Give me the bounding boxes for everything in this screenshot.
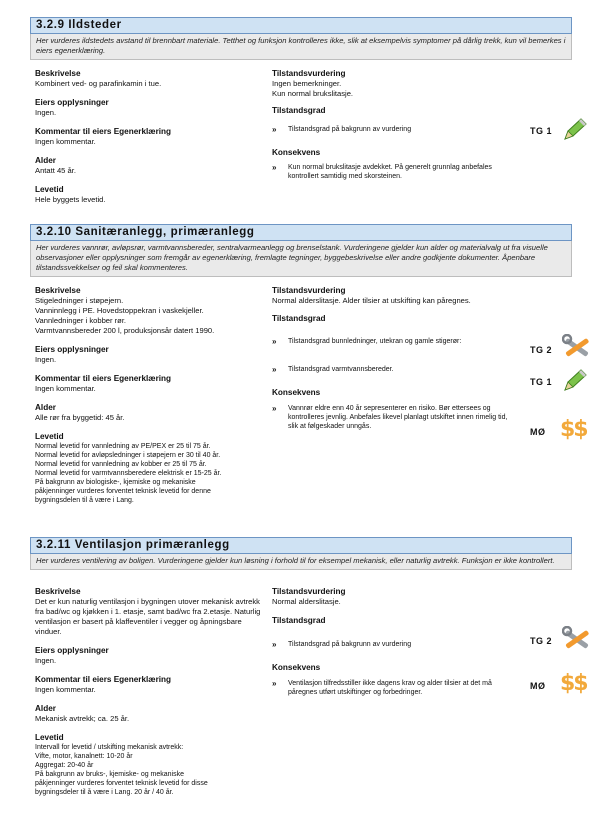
kons-label: Konsekvens [272, 663, 321, 672]
tilstand-label: Tilstandsvurdering [272, 286, 346, 295]
section-title: 3.2.11 Ventilasjon primæranlegg [30, 537, 572, 554]
levetid-label: Levetid [35, 432, 64, 441]
section-title: 3.2.10 Sanitæranlegg, primæranlegg [30, 224, 572, 241]
levetid-line: Normal levetid for vannledning av PE/PEX er 25 til 75 år. [35, 443, 211, 450]
beskrivelse-line: Vannledninger i kobber rør. [35, 316, 127, 325]
eiers-label: Eiers opplysninger [35, 646, 109, 655]
bullet-marker: » [272, 679, 277, 688]
left-column [35, 69, 267, 214]
kons-label: Konsekvens [272, 148, 321, 157]
grad-text: Tilstandsgrad på bakgrunn av vurdering [288, 641, 412, 648]
bullet-marker: » [272, 337, 277, 346]
levetid-line: Normal levetid for varmtvannsberedere elektrisk er 15-25 år. [35, 470, 222, 477]
levetid-line: Aggregat: 20-40 år [35, 762, 94, 769]
levetid-line: bygningsdeler til å være i Lang. 20 år / 40 år. [35, 789, 174, 796]
beskrivelse-label: Beskrivelse [35, 286, 81, 295]
eiers-text: Ingen. [35, 656, 57, 665]
tg-badge: TG 2 [530, 345, 553, 355]
bullet-marker: » [272, 365, 277, 374]
kons-item [272, 163, 512, 181]
pencil-icon [562, 117, 588, 146]
levetid-line: Normal levetid for vannledning av kobber er 25 til 75 år. [35, 461, 207, 468]
grad-label: Tilstandsgrad [272, 314, 326, 323]
eiers-text: Ingen. [35, 355, 57, 364]
section-ventilasjon [30, 537, 572, 570]
grad-item [272, 337, 522, 346]
tg-badge: MØ [530, 427, 546, 437]
right-column [272, 69, 522, 181]
tilstand-line-2: Kun normal brukslitasje. [272, 89, 354, 98]
tools-icon [562, 334, 592, 365]
alder-label: Alder [35, 403, 56, 412]
tg-badge: TG 1 [530, 377, 553, 387]
kommentar-label: Kommentar til eiers Egenerklæring [35, 127, 172, 136]
bullet-marker: » [272, 640, 277, 649]
bullet-marker: » [272, 163, 277, 172]
levetid-line: På bakgrunn av biologiske-, kjemiske og mekaniske [35, 479, 196, 486]
grad-text: Tilstandsgrad varmtvannsbereder. [288, 366, 394, 373]
alder-text: Antatt 45 år. [35, 166, 76, 175]
grad-text: Tilstandsgrad på bakgrunn av vurdering [288, 126, 412, 133]
eiers-label: Eiers opplysninger [35, 98, 109, 107]
eiers-label: Eiers opplysninger [35, 345, 109, 354]
section-ildsteder [30, 17, 572, 60]
grad-item [272, 365, 522, 374]
pencil-icon [562, 368, 588, 397]
levetid-line: bygningsdelen til å være i Lang. [35, 497, 134, 504]
kons-text: Vannrør eldre enn 40 år sepresenterer en risiko. Bør ettersees og kontrolleres jevnlig. Anbefales likevel planlagt utskiftet innen rimelig tid, slik at følgeskader unngås. [288, 405, 508, 430]
section-intro: Her vurderes ventilering av boligen. Vurderingene gjelder kun løsning i forhold til for eksempel mekanisk, eller naturlig avtrekk. Funksjon er ikke kontrollert. [30, 554, 572, 570]
grad-item [272, 640, 522, 649]
bullet-marker: » [272, 125, 277, 134]
money-icon: $$ [560, 417, 587, 442]
kommentar-text: Ingen kommentar. [35, 137, 96, 146]
kons-item [272, 404, 512, 431]
levetid-label: Levetid [35, 733, 64, 742]
tilstand-label: Tilstandsvurdering [272, 587, 346, 596]
levetid-line: Vifte, motor, kanalnett: 10-20 år [35, 753, 133, 760]
beskrivelse-line: Varmtvannsbereder 200 l, produksjonsår datert 1990. [35, 326, 215, 335]
levetid-line: påkjenninger vurderes forventet teknisk levetid for disse [35, 780, 208, 787]
tg-badge: TG 2 [530, 636, 553, 646]
eiers-text: Ingen. [35, 108, 57, 117]
alder-label: Alder [35, 156, 56, 165]
beskrivelse-label: Beskrivelse [35, 587, 81, 596]
tilstand-text: Normal alderslitasje. [272, 597, 341, 606]
tilstand-line-1: Ingen bemerkninger. [272, 79, 342, 88]
kons-item [272, 679, 512, 697]
grad-text: Tilstandsgrad bunnledninger, utekran og gamle stigerør: [288, 338, 462, 345]
tilstand-text: Normal alderslitasje. Alder tilsier at utskifting kan påregnes. [272, 296, 471, 305]
tilstand-label: Tilstandsvurdering [272, 69, 346, 78]
left-column [35, 286, 267, 514]
kons-label: Konsekvens [272, 388, 321, 397]
levetid-line: påkjenninger vurderes forventet teknisk levetid for denne [35, 488, 211, 495]
kons-text: Ventilasjon tilfredsstiller ikke dagens krav og alder tilsier at det må påregnes utført utskiftinger og forbedringer. [288, 680, 492, 696]
tools-icon [562, 626, 592, 657]
alder-text: Mekanisk avtrekk; ca. 25 år. [35, 714, 130, 723]
kommentar-text: Ingen kommentar. [35, 384, 96, 393]
levetid-label: Levetid [35, 185, 64, 194]
beskrivelse-label: Beskrivelse [35, 69, 81, 78]
beskrivelse-line: Stigeledninger i støpejern. [35, 296, 124, 305]
grad-item [272, 125, 522, 134]
section-intro: Her vurderes ildstedets avstand til brennbart materiale. Tetthet og funksjon kontrolleres ikke, slik at eksempelvis symptomer på dårlig trekk, kun vil bemerkes i eiers egenerklæring. [30, 34, 572, 60]
bullet-marker: » [272, 404, 277, 413]
section-sanitaer [30, 224, 572, 277]
right-column [272, 587, 522, 697]
tg-badge: MØ [530, 681, 546, 691]
alder-label: Alder [35, 704, 56, 713]
money-icon: $$ [560, 671, 587, 696]
levetid-line: Intervall for levetid / utskifting mekanisk avtrekk: [35, 744, 184, 751]
section-intro: Her vurderes vannrør, avløpsrør, varmtvannsbereder, sentralvarmeanlegg og brenselstank. Vurderingene gjelder kun alder og materialvalg ut fra visuelle observasjoner eller opplysninger som fremgår av egenerklæring, fremlagte tegninger, byggebeskrivelse eller andre godkjente dokumenter. Åpenbare tilstandssvekkelser og feil skal kommenteres. [30, 241, 572, 277]
grad-label: Tilstandsgrad [272, 106, 326, 115]
alder-text: Alle rør fra byggetid: 45 år. [35, 413, 125, 422]
beskrivelse-text: Kombinert ved- og parafinkamin i tue. [35, 79, 162, 88]
levetid-line: Normal levetid for avløpsledninger i støpejern er 30 til 40 år. [35, 452, 221, 459]
beskrivelse-text: Det er kun naturlig ventilasjon i bygningen utover mekanisk avtrekk fra bad/wc og kjøkken i 1. etasje, samt bad/wc fra 2.etasje. Naturlig ventilasjon er basert på klaffeventiler i vegger og åpningsbare vinduer. [35, 597, 261, 636]
levetid-line: På bakgrunn av bruks-, kjemiske- og mekaniske [35, 771, 185, 778]
levetid-text: Hele byggets levetid. [35, 195, 106, 204]
kons-text: Kun normal brukslitasje avdekket. På generelt grunnlag anbefales kontrollert samtidig med skorsteinen. [288, 164, 492, 180]
beskrivelse-line: Vanninnlegg i PE. Hovedstoppekran i vaskekjeller. [35, 306, 204, 315]
grad-label: Tilstandsgrad [272, 616, 326, 625]
kommentar-label: Kommentar til eiers Egenerklæring [35, 374, 172, 383]
section-title: 3.2.9 Ildsteder [30, 17, 572, 34]
left-column [35, 587, 267, 806]
tg-badge: TG 1 [530, 126, 553, 136]
kommentar-text: Ingen kommentar. [35, 685, 96, 694]
kommentar-label: Kommentar til eiers Egenerklæring [35, 675, 172, 684]
right-column [272, 286, 508, 431]
